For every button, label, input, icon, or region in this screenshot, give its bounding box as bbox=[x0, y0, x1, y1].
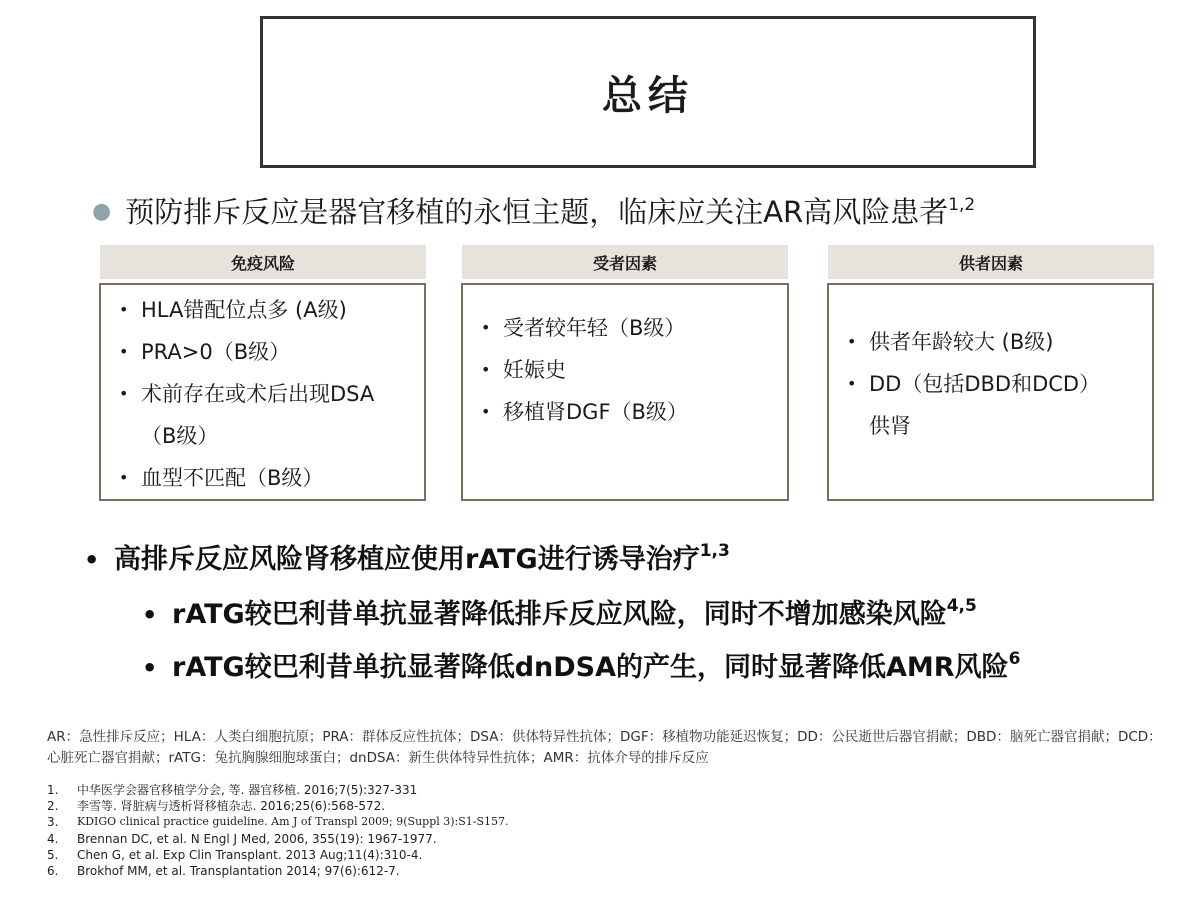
abbreviations-footnote: AR：急性排斥反应；HLA：人类白细胞抗原；PRA：群体反应性抗体；DSA：供体特异性抗体；DGF：移植物功能延迟恢复；DD：公民逝世后器官捐献；DBD：脑死亡器官捐献；DCD：心脏死亡器官捐献；rATG：兔抗胸腺细胞球蛋白；dnDSA：新生供体特异性抗体；AMR：抗体介导的排斥反应 bbox=[47, 729, 1162, 766]
reference-text: Brennan DC, et al. N Engl J Med, 2006, 355(19): 1967-1977. bbox=[77, 831, 437, 846]
reference-text: 中华医学会器官移植学分会, 等. 器官移植. 2016;7(5):327-331 bbox=[77, 783, 418, 797]
lead-citation: 1,2 bbox=[948, 195, 976, 215]
reference-item bbox=[47, 847, 1157, 863]
column-box-immune-risk bbox=[99, 283, 426, 501]
reference-number: 5. bbox=[47, 847, 59, 862]
reference-text: 李雪等. 肾脏病与透析肾移植杂志. 2016;25(6):568-572. bbox=[77, 799, 386, 814]
reference-text: KDIGO clinical practice guideline. Am J of Transpl 2009; 9(Suppl 3):S1-S157. bbox=[77, 815, 509, 829]
reference-item bbox=[47, 782, 1157, 798]
sub-bullet-text: rATG较巴利昔单抗显著降低dnDSA的产生，同时显著降低AMR风险 bbox=[172, 652, 1009, 683]
lead-text: 预防排斥反应是器官移植的永恒主题，临床应关注AR高风险患者 bbox=[125, 195, 949, 229]
list-item: • 血型不匹配（B级） bbox=[101, 457, 424, 499]
references-list bbox=[47, 782, 1157, 879]
reference-item bbox=[47, 831, 1157, 847]
sub-bullet bbox=[142, 592, 977, 631]
list-item-line: 术前存在或术后出现DSA bbox=[141, 382, 375, 406]
bullet-dot-icon: • bbox=[142, 654, 158, 682]
sub-bullet-citation: 6 bbox=[1008, 649, 1021, 669]
reference-text: Brokhof MM, et al. Transplantation 2014; 97(6):612-7. bbox=[77, 864, 400, 879]
slide-title: 总结 bbox=[602, 71, 694, 119]
sub-bullet-citation: 4,5 bbox=[946, 596, 977, 616]
list-item-line: （B级） bbox=[141, 424, 219, 448]
bullet-dot-icon: • bbox=[142, 601, 158, 629]
reference-text: Chen G, et al. Exp Clin Transplant. 2013 Aug;11(4):310-4. bbox=[77, 847, 423, 862]
list-item-line: 供肾 bbox=[869, 414, 911, 438]
list-item bbox=[101, 373, 424, 457]
column-header-recipient-factors: 受者因素 bbox=[462, 245, 788, 279]
list-item: • 妊娠史 bbox=[463, 349, 787, 391]
reference-number: 1. bbox=[47, 783, 59, 797]
main-bullet-text: 高排斥反应风险肾移植应使用rATG进行诱导治疗 bbox=[114, 544, 700, 575]
reference-number: 4. bbox=[47, 831, 59, 846]
main-bullet bbox=[84, 537, 730, 576]
reference-item bbox=[47, 814, 1157, 830]
reference-item bbox=[47, 798, 1157, 814]
bullet-dot-icon: • bbox=[84, 546, 100, 574]
list-item: • 移植肾DGF（B级） bbox=[463, 391, 787, 433]
bullet-dot-icon: ● bbox=[92, 199, 112, 224]
reference-number: 3. bbox=[47, 815, 59, 830]
sub-bullet bbox=[142, 645, 1020, 684]
column-box-recipient-factors bbox=[461, 283, 789, 501]
reference-item bbox=[47, 863, 1157, 879]
column-header-donor-factors: 供者因素 bbox=[828, 245, 1154, 279]
lead-bullet bbox=[92, 190, 975, 231]
sub-bullet-text: rATG较巴利昔单抗显著降低排斥反应风险，同时不增加感染风险 bbox=[172, 599, 947, 630]
column-header-immune-risk: 免疫风险 bbox=[100, 245, 426, 279]
list-item: • HLA错配位点多 (A级) bbox=[101, 289, 424, 331]
list-item: • 供者年龄较大 (B级) bbox=[829, 321, 1152, 363]
column-box-donor-factors bbox=[827, 283, 1154, 501]
list-item bbox=[829, 363, 1152, 447]
reference-number: 6. bbox=[47, 864, 59, 879]
reference-number: 2. bbox=[47, 799, 59, 814]
title-box bbox=[260, 16, 1036, 168]
list-item: • 受者较年轻（B级） bbox=[463, 307, 787, 349]
list-item-line: DD（包括DBD和DCD） bbox=[869, 372, 1101, 396]
main-bullet-citation: 1,3 bbox=[699, 541, 730, 561]
list-item: • PRA>0（B级） bbox=[101, 331, 424, 373]
